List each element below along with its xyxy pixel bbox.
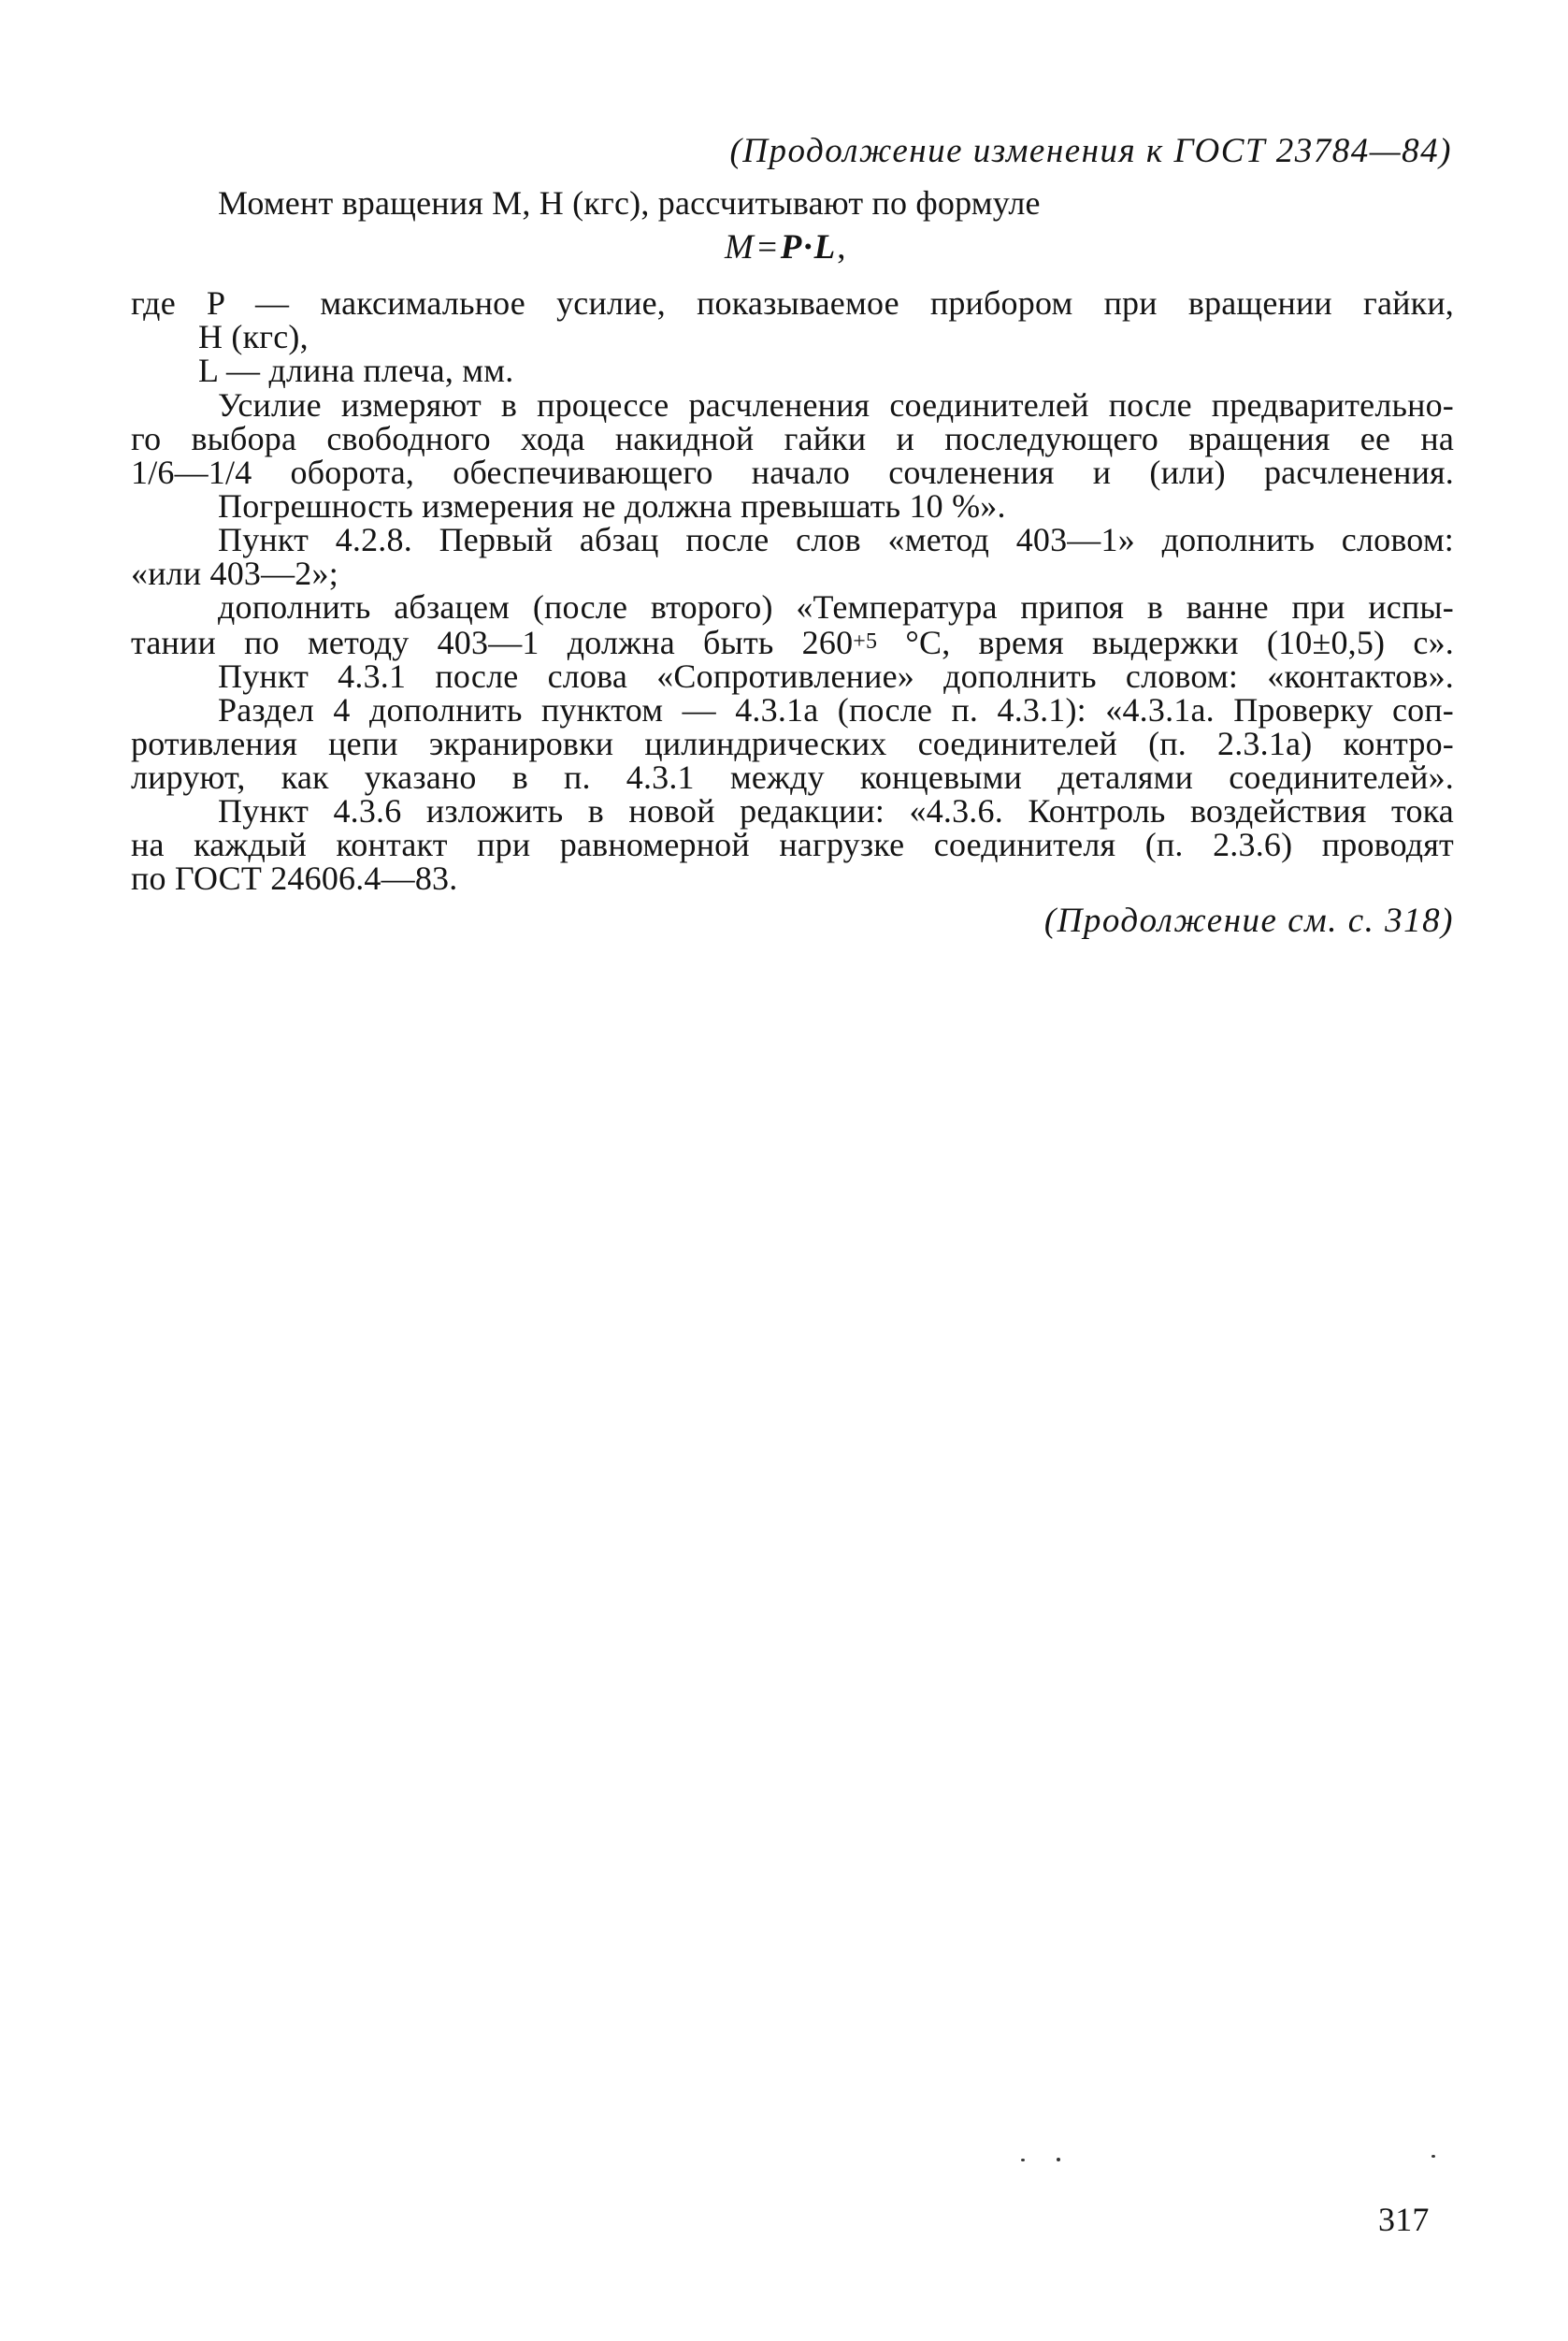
text-line: по ГОСТ 24606.4—83. [131,860,458,897]
page-number: 317 [1378,2201,1430,2238]
text-line: Пункт 4.3.1 после слова «Сопротивление» дополнить словом: «контактов». [218,658,1454,695]
text-line: Момент вращения М, Н (кгс), рассчитывают по формуле [218,184,1041,222]
text-line: Погрешность измерения не должна превышать 10 %». [218,487,1006,525]
running-header: (Продолжение изменения к ГОСТ 23784—84) [729,132,1452,170]
text-line: на каждый контакт при равномерной нагрузке соединителя (п. 2.3.6) проводят [131,826,1454,863]
text-line: Пункт 4.3.6 изложить в новой редакции: «4.3.6. Контроль воздействия тока [218,792,1454,830]
text-line: ротивления цепи экранировки цилиндрических соединителей (п. 2.3.1а) контро- [131,725,1454,762]
text-line [131,624,1454,661]
text-fragment: тании по методу 403—1 должна быть 260 [131,624,854,661]
text-line: Раздел 4 дополнить пунктом — 4.3.1а (после п. 4.3.1): «4.3.1а. Проверку соп- [218,691,1454,729]
formula-rhs: P·L [780,228,838,267]
text-line: Пункт 4.2.8. Первый абзац после слов «метод 403—1» дополнить словом: [218,521,1454,558]
text-fragment: °С, время выдержки (10±0,5) с». [877,624,1454,661]
formula [725,229,848,267]
superscript: +5 [853,629,878,654]
text-line: L — длина плеча, мм. [198,352,514,389]
scan-speck [1431,2155,1435,2158]
text-line: дополнить абзацем (после второго) «Температура припоя в ванне при испы- [218,588,1454,626]
text-line: «или 403—2»; [131,555,338,592]
text-line: го выбора свободного хода накидной гайки и последующего вращения ее на [131,420,1454,457]
formula-lhs: M= [725,228,781,267]
text-line: Н (кгс), [198,318,309,355]
text-line: 1/6—1/4 оборота, обеспечивающего начало сочленения и (или) расчленения. [131,454,1454,491]
text-line: Усилие измеряют в процессе расчленения соединителей после предварительно- [218,386,1454,424]
scan-speck [1021,2159,1025,2161]
scan-speck [1057,2158,1060,2161]
continuation-note: (Продолжение см. с. 318) [1043,902,1454,940]
text-line: лируют, как указано в п. 4.3.1 между концевыми деталями соединителей». [131,759,1454,796]
text-line: где P — максимальное усилие, показываемое прибором при вращении гайки, [131,284,1454,322]
formula-comma: , [837,228,848,267]
